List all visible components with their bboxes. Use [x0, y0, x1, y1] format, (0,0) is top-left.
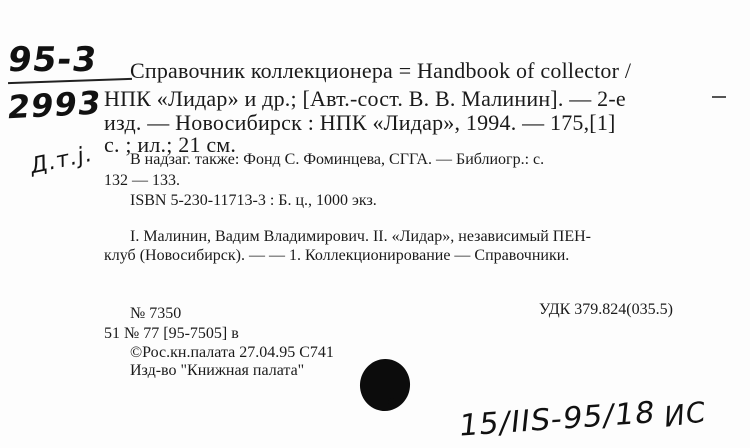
ink-stamp-blot [356, 355, 414, 415]
card-line-9: клуб (Новосибирск). — — 1. Коллекционирование — Справочники. [104, 247, 570, 264]
catalog-line: 51 № 77 [95-7505] в [104, 325, 239, 342]
card-line-1: Справочник коллекционера = Handbook of collector / [130, 58, 632, 83]
copyright-line: ©Рос.кн.палата 27.04.95 С741 [130, 344, 334, 361]
ink-stamp-dot [388, 398, 396, 406]
handwritten-call-number-bottom: 2993 [5, 83, 104, 127]
card-line-6: 132 — 133. [104, 172, 180, 189]
card-line-4: с. ; ил.; 21 см. [104, 132, 237, 157]
card-line-2: НПК «Лидар» и др.; [Авт.-сост. В. В. Малинин]. — 2-е [104, 86, 626, 111]
handwritten-call-number-top: 95-3 [5, 40, 100, 80]
udc-code: УДК 379.824(035.5) [539, 301, 673, 318]
handwritten-bottom-initials: ИС [661, 395, 709, 434]
card-line-3: изд. — Новосибирск : НПК «Лидар», 1994. — 175,[1] [104, 110, 616, 135]
card-line-8: I. Малинин, Вадим Владимирович. II. «Лидар», независимый ПЕН- [130, 228, 591, 245]
card-line-5: В надзаг. также: Фонд С. Фоминцева, СГГА. — Библиогр.: с. [130, 151, 545, 168]
edge-mark [712, 96, 726, 98]
handwritten-side-note: Д.т.j. [28, 141, 96, 180]
card-number: № 7350 [130, 305, 182, 322]
handwritten-bottom-number: 15/IIS-95/18 [457, 395, 658, 444]
isbn-line: ISBN 5-230-11713-3 : Б. ц., 1000 экз. [130, 192, 377, 209]
publisher-line: Изд-во "Книжная палата" [130, 362, 305, 379]
